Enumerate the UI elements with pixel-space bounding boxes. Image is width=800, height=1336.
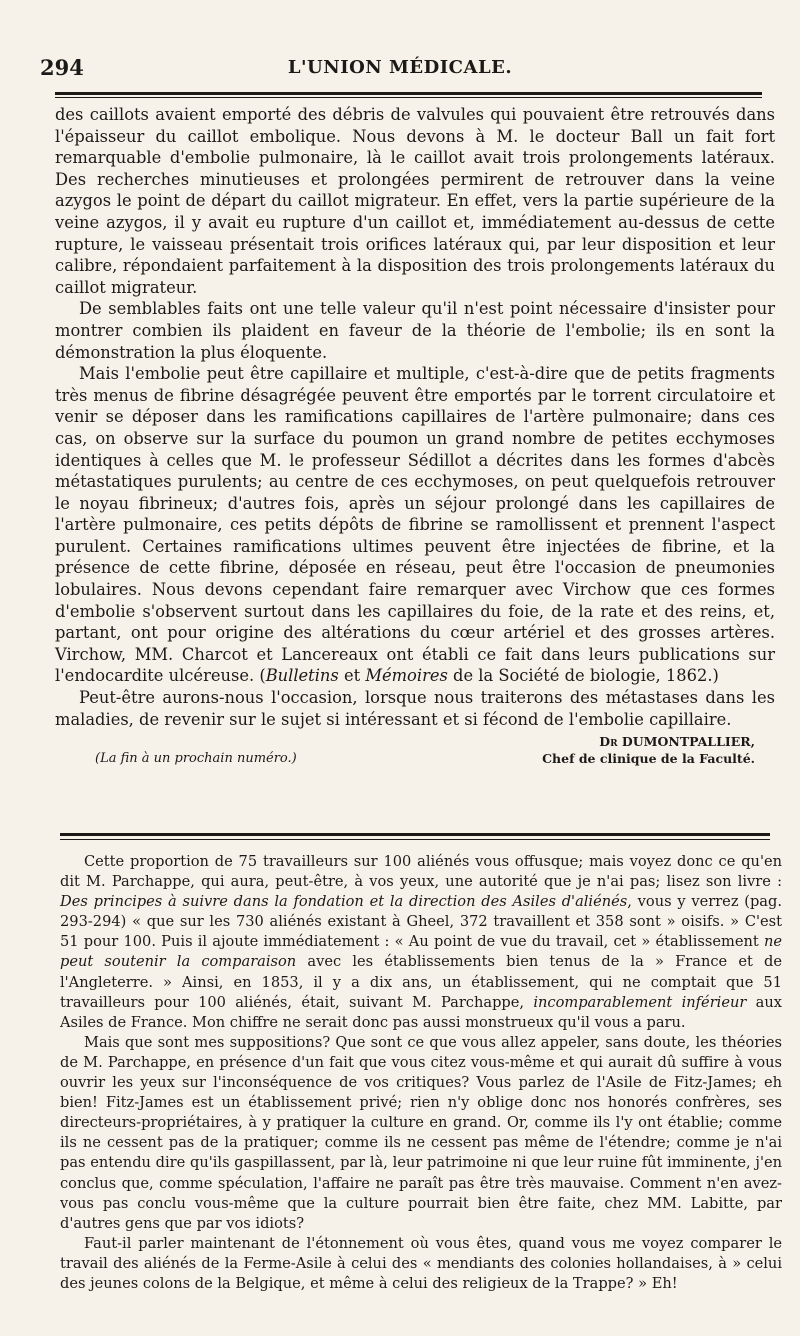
letter-text: aux Asiles de France. Mon chiffre ne serait donc pas aussi monstrueux qu'il vous a paru.: [60, 993, 782, 1031]
letter-text: avec les établissements bien tenus de la » France et de l'Angleterre. » Ainsi, en 1853, il y a dix ans, un établissement, qui ne comptait que 51 travailleurs pour 100 aliénés, était, suivant M. Parchappe,: [60, 953, 782, 1011]
letter-body: [60, 852, 782, 1294]
citation-suffix: de la Société de biologie, 1862.): [447, 666, 719, 686]
page-header: [40, 55, 760, 85]
header-rule: [55, 92, 762, 95]
signature-name: Dr DUMONTPALLIER,: [599, 734, 755, 750]
header-rule-thin: [55, 97, 762, 98]
citation-prefix: (: [259, 666, 266, 686]
signoff: [55, 734, 775, 768]
letter-paragraph: Mais que sont mes suppositions? Que sont ce que vous allez appeler, sans doute, les théories de M. Parchappe, en présence d'un fait que vous citez vous-même et qui aurait dû suffire à vous ouvrir les yeux sur l'inconséquence de vos critiques? Vous parlez de l'Asile de Fitz-James; eh bien! Fitz-James est un établissement privé; rien n'y oblige donc nos honorés confrères, ses directeurs-propriétaires, à y pratiquer la culture en grand. Or, comme ils l'y ont établie; comme ils ne cessent pas de la pratiquer; comme ils ne cessent pas même de l'étendre; comme je n'ai pas entendu dire qu'ils gaspillassent, par là, leur patrimoine ni que leur ruine fût imminente, j'en conclus que, comme spéculation, l'affaire ne paraît pas être très mauvaise. Comment n'en avez-vous pas conclu vous-même que la culture pourrait bien être faite, chez MM. Labitte, par d'autres gens que par vos idiots?: [60, 1033, 782, 1232]
letter-paragraph: [60, 852, 782, 1033]
letter-text: Cette proportion de 75 travailleurs sur 100 aliénés vous offusque; mais voyez donc ce qu'en dit M. Parchappe, qui aura, peut-être, à vos yeux, une autorité que je n'ai pas; lisez son livre :: [60, 853, 782, 891]
emphasis: incomparablement inférieur: [533, 993, 747, 1011]
section-rule-thin: [60, 839, 770, 840]
page-number: 294: [40, 55, 84, 80]
section-rule: [60, 833, 770, 836]
citation-bulletins: Bulletins: [265, 666, 339, 686]
article-paragraph: Peut-être aurons-nous l'occasion, lorsque nous traiterons des métastases dans les maladies, de revenir sur le sujet si intéressant et si fécond de l'embolie capillaire.: [55, 688, 775, 729]
continued-note: (La fin à un prochain numéro.): [95, 751, 297, 767]
citation-memoires: Mémoires: [365, 666, 448, 686]
book-title: Des principes à suivre dans la fondation et la direction des Asiles d'aliénés: [60, 893, 628, 911]
article-text: Mais l'embolie peut être capillaire et multiple, c'est-à-dire que de petits fragments très menus de fibrine désagrégée peuvent être emportés par le torrent circulatoire et venir se déposer dans les ramifications capillaires de l'artère pulmonaire; dans ces cas, on observe sur la surface du poumon un grand nombre de petites ecchymoses identiques à celles que M. le professeur Sédillot a décrites dans les formes d'abcès métastatiques purulents; au centre de ces ecchymoses, on peut quelquefois retrouver le noyau fibrineux; d'autres fois, après un séjour prolongé dans les capillaires de l'artère pulmonaire, ces petits dépôts de fibrine se ramollissent et prennent l'aspect purulent. Certaines ramifications ultimes peuvent être injectées de fibrine, et la présence de cette fibrine, déposée en réseau, peut être l'occasion de pneumonies lobulaires. Nous devons cependant faire remarquer avec Virchow que ces formes d'embolie s'observent surtout dans les capillaires du foie, de la rate et des reins, et, partant, ont pour origine des altérations du cœur artériel et des grosses artères. Virchow, MM. Charcot et Lancereaux ont établi ce fait dans leurs publications sur l'endocardite ulcéreuse.: [55, 364, 775, 686]
letter-paragraph: Faut-il parler maintenant de l'étonnement où vous êtes, quand vous me voyez comparer le travail des aliénés de la Ferme-Asile à celui des « mendiants des colonies hollandaises, à » celui des jeunes colons de la Belgique, et même à celui des religieux de la Trappe? » Eh!: [60, 1234, 782, 1292]
article-body: [55, 104, 775, 768]
article-paragraph: des caillots avaient emporté des débris de valvules qui pouvaient être retrouvés dans l'épaisseur du caillot embolique. Nous devons à M. le docteur Ball un fait fort remarquable d'embolie pulmonaire, là le caillot avait trois prolongements latéraux. Des recherches minutieuses et prolongées permirent de retrouver dans la veine azygos le point de départ du caillot migrateur. En effet, vers la partie supérieure de la veine azygos, il y avait eu rupture d'un caillot et, immédiatement au-dessus de cette rupture, le vaisseau présentait trois orifices latéraux qui, par leur disposition et leur calibre, répondaient parfaitement à la disposition des trois prolongements latéraux du caillot migrateur.: [55, 105, 775, 297]
journal-title: L'UNION MÉDICALE.: [287, 57, 513, 78]
citation-et: et: [338, 666, 366, 686]
article-paragraph: De semblables faits ont une telle valeur qu'il n'est point nécessaire d'insister pour montrer combien ils plaident en faveur de la théorie de l'embolie; ils en sont la démonstration la plus éloquente.: [55, 299, 775, 362]
signature-title: Chef de clinique de la Faculté.: [542, 751, 755, 767]
article-paragraph: [55, 363, 775, 687]
emphasis: ne peut soutenir la comparaison: [60, 933, 782, 971]
letter-text: , vous y verrez (pag. 293-294) « que sur les 730 aliénés existant à Gheel, 372 travaillent et 358 sont » oisifs. » C'est 51 pour 100. Puis il ajoute immédiatement : « Au point de vue du travail, cet » établissement: [60, 893, 782, 951]
